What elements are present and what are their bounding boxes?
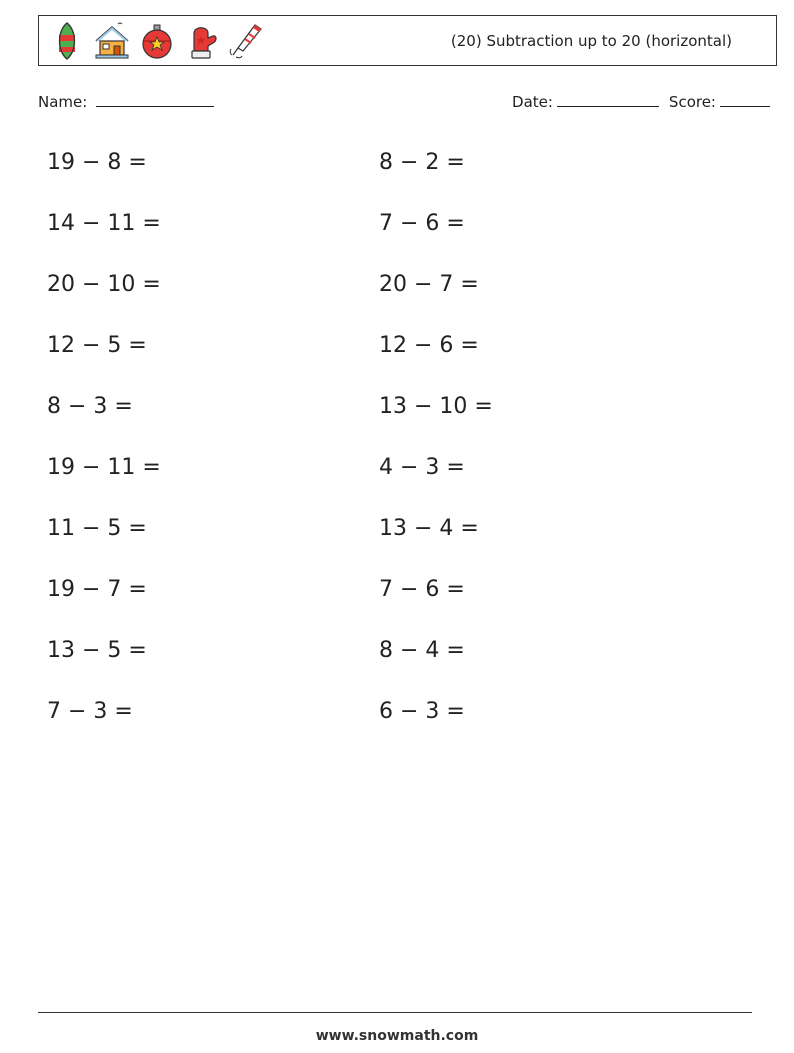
problem-row xyxy=(47,567,747,628)
problem-row xyxy=(47,262,747,323)
date-blank[interactable] xyxy=(557,92,659,107)
problem: 12 − 6 = xyxy=(379,333,479,358)
footer-divider xyxy=(38,1012,752,1013)
problem: 20 − 10 = xyxy=(47,272,161,297)
icon-strip xyxy=(47,21,272,61)
date-score-fields xyxy=(512,92,770,112)
problem-row xyxy=(47,628,747,689)
bauble-icon xyxy=(137,21,177,61)
problem: 12 − 5 = xyxy=(47,333,147,358)
problem-row xyxy=(47,140,747,201)
ornament-icon xyxy=(47,21,87,61)
problem: 19 − 7 = xyxy=(47,577,147,602)
score-label: Score: xyxy=(668,93,716,111)
problem: 4 − 3 = xyxy=(379,455,465,480)
problem: 20 − 7 = xyxy=(379,272,479,297)
problem-row xyxy=(47,689,747,750)
problem-row xyxy=(47,323,747,384)
problem-row xyxy=(47,445,747,506)
mitten-icon xyxy=(182,21,222,61)
problem-row xyxy=(47,384,747,445)
header-box xyxy=(38,15,777,66)
problem-row xyxy=(47,506,747,567)
problem: 8 − 2 = xyxy=(379,150,465,175)
problem: 14 − 11 = xyxy=(47,211,161,236)
problem: 13 − 10 = xyxy=(379,394,493,419)
footer-url[interactable]: www.snowmath.com xyxy=(315,1028,479,1044)
problem: 13 − 5 = xyxy=(47,638,147,663)
house-icon xyxy=(92,21,132,61)
problem: 19 − 11 = xyxy=(47,455,161,480)
worksheet-title: (20) Subtraction up to 20 (horizontal) xyxy=(450,32,732,50)
date-label: Date: xyxy=(512,93,553,111)
name-label: Name: xyxy=(38,93,88,111)
problem-grid xyxy=(47,140,747,750)
name-blank[interactable] xyxy=(96,92,214,107)
name-field xyxy=(38,92,214,112)
problem: 8 − 4 = xyxy=(379,638,465,663)
score-blank[interactable] xyxy=(720,92,770,107)
problem: 7 − 6 = xyxy=(379,577,465,602)
problem-row xyxy=(47,201,747,262)
problem: 8 − 3 = xyxy=(47,394,133,419)
problem: 19 − 8 = xyxy=(47,150,147,175)
firework-rocket-icon xyxy=(227,21,267,61)
problem: 11 − 5 = xyxy=(47,516,147,541)
problem: 7 − 6 = xyxy=(379,211,465,236)
problem: 13 − 4 = xyxy=(379,516,479,541)
problem: 7 − 3 = xyxy=(47,699,133,724)
problem: 6 − 3 = xyxy=(379,699,465,724)
